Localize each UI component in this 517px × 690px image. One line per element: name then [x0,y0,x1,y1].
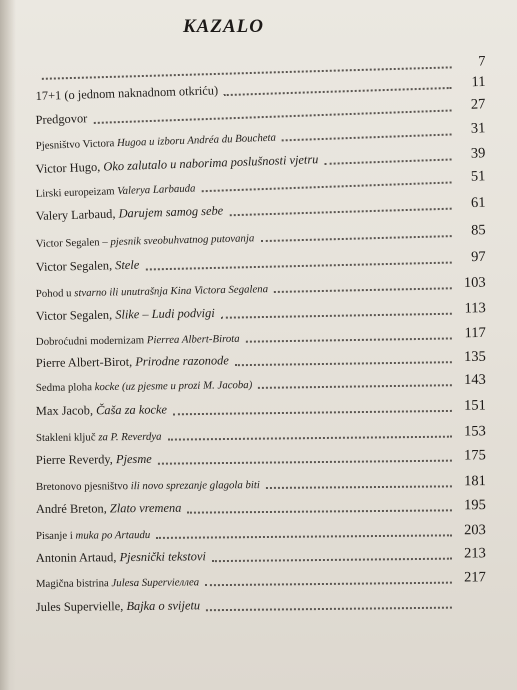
toc-entry-title: Pierre Reverdy, Pjesme [35,451,152,468]
dot-leader [258,383,452,389]
toc-page-number: 151 [463,397,486,414]
toc-page-number: 181 [464,473,486,490]
dot-leader [206,606,452,612]
toc-page-number: 143 [463,371,486,389]
toc-page-number: 175 [464,447,486,464]
toc-entry [36,493,486,519]
toc-entry-title: Dobroćudni modernizam Pierrea Albert-Birota [35,332,240,349]
toc-page-number: 153 [464,423,486,440]
toc-page-number: 117 [464,324,486,342]
toc-entry [36,443,486,470]
toc-entry [36,419,486,446]
toc-page-number: 103 [463,274,486,292]
toc-entry-title: Pierre Albert-Birot, Prirodne razonode [35,353,229,371]
toc-entry [36,541,486,568]
dot-leader [145,261,451,271]
dot-leader [324,157,451,164]
toc-entry [36,590,486,617]
dot-leader [229,207,451,217]
toc-page-number: 203 [464,522,486,539]
dot-leader [156,533,452,539]
toc-page-number: 51 [470,168,486,185]
toc-entry-title: Sedma ploha kocke (uz pjesme u prozi M. Jacoba) [35,378,253,395]
toc-entry-title: Bretonovo pjesništvo ili novo sprezanje glagola biti [35,479,260,494]
dot-leader [266,484,452,489]
toc-entry [36,518,486,544]
dot-leader [221,312,452,319]
toc-entry-title: Antonin Artaud, Pjesnički tekstovi [35,549,206,566]
toc-entry [36,394,486,421]
page-title: KAZALO [183,16,264,37]
dot-leader [246,336,452,342]
toc-page-number: 217 [464,569,486,586]
toc-entry-title: 17+1 (o jednom naknadnom otkriću) [35,83,219,104]
page-gutter-shadow [0,0,16,690]
dot-leader [205,581,452,587]
dot-leader [212,557,452,563]
toc-entry-title: Predgovor [35,111,88,128]
toc-page-number: 97 [470,248,486,266]
toc-page-number: 213 [464,545,486,562]
toc-entry-title: Valery Larbaud, Darujem samog sebe [35,203,224,224]
dot-leader [168,435,452,441]
dot-leader [158,459,452,465]
dot-leader [235,360,452,366]
dot-leader [274,286,452,293]
dot-leader [260,234,451,242]
toc-page-number: 7 [478,53,486,70]
toc-entry-title: Victor Segalen, Slike – Ludi podvigi [35,305,215,324]
toc-page-number: 85 [470,222,486,239]
toc-entry-title: Magična bistrina Julesa Supervieллea [35,576,200,591]
toc-entry [36,469,486,495]
toc-entry-title: Pisanje i muka po Artaudu [35,529,151,543]
dot-leader [201,180,451,192]
toc-page-number: 61 [470,194,486,212]
toc-page-number: 39 [470,145,486,162]
toc-entry-title: André Breton, Zlato vremena [35,500,182,517]
toc-page-number: 11 [471,73,486,91]
toc-page-number: 195 [464,497,486,514]
toc-entry-title: Pjesništvo Victora Hugoa u izboru Andréa du Boucheta [35,131,277,153]
dot-leader [282,132,452,141]
toc-entry-title: Stakleni ključ za P. Reverdya [35,430,162,445]
dot-leader [187,508,452,513]
toc-entry-title: Jules Supervielle, Bajka o svijetu [35,598,201,615]
toc-entry-title: Lirski europeizam Valerya Larbauda [35,182,196,201]
toc-entry-title: Max Jacob, Čaša za kocke [35,402,168,419]
toc-page-number: 113 [464,300,486,317]
toc-entry-title: Victor Segalen – pjesnik sveobuhvatnog putovanja [35,232,255,251]
toc-page-number: 27 [470,96,486,113]
toc-page-number: 31 [470,120,486,137]
toc-page-number: 135 [463,348,486,366]
dot-leader [173,409,452,415]
toc-entry-title: Victor Hugo, Oko zalutalo u naborima poslušnosti vjetru [35,152,319,177]
toc-entry [36,565,486,592]
toc-entry-title: Pohod u stvarno ili unutrašnja Kina Victora Segalena [35,283,269,301]
toc-page-number [458,611,486,612]
toc-entry-title: Victor Segalen, Stele [35,257,140,275]
